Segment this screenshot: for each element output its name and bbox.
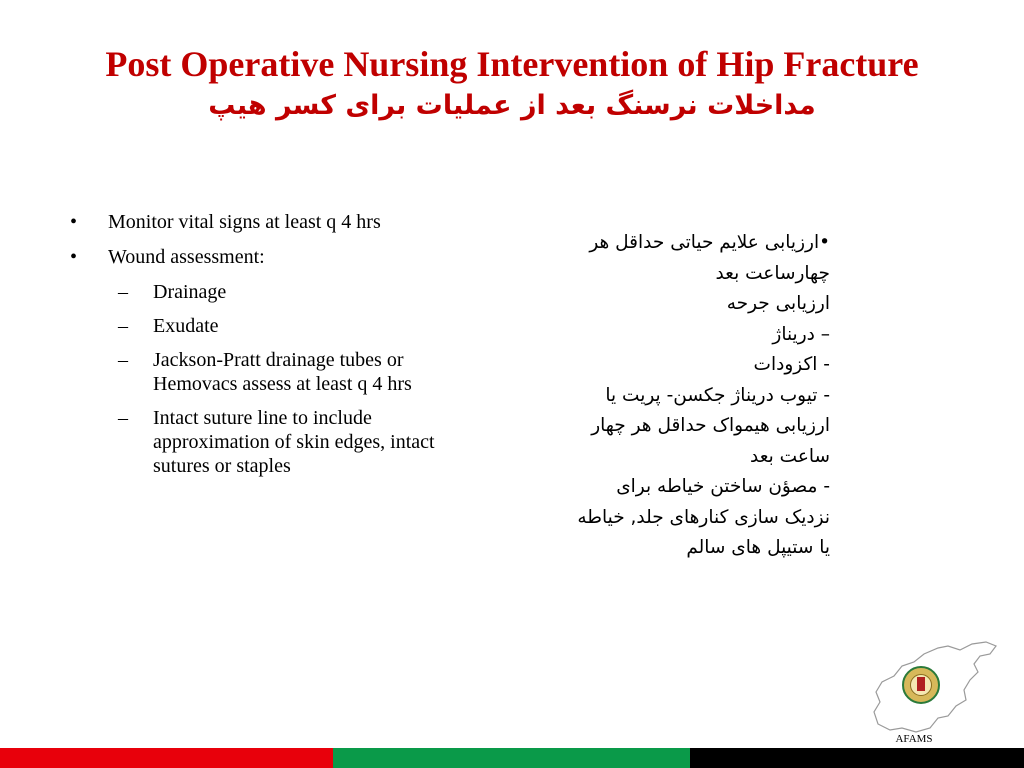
farsi-text-block <box>460 228 830 564</box>
bullet-mark: • <box>70 246 78 268</box>
afams-emblem-icon <box>902 666 940 704</box>
sub-list-item <box>66 280 436 304</box>
sub-list-item-text: Jackson-Pratt drainage tubes or Hemovacs assess at least q 4 hrs <box>153 349 412 395</box>
list-item <box>66 245 436 269</box>
bullet-mark: • <box>70 211 78 233</box>
sub-list-item-text: Exudate <box>153 315 219 337</box>
sub-list-item-text: Drainage <box>153 281 227 303</box>
dash-mark: – <box>118 349 128 371</box>
dash-mark: – <box>118 315 128 337</box>
list-item <box>66 210 436 234</box>
list-item-text: Wound assessment: <box>108 246 265 268</box>
dash-mark: – <box>118 407 128 429</box>
farsi-line: •ارزیابی علایم حیاتی حداقل هر <box>589 232 830 253</box>
slide-title-farsi: مداخلات نرسنگ بعد از عملیات برای کسر هیپ <box>208 90 816 121</box>
farsi-line: نزدیک سازی کنارهای جلد, خیاطه <box>577 506 830 528</box>
farsi-line: - مصؤن ساختن خیاطه برای <box>616 476 830 497</box>
farsi-line: ارزیابی جرحه <box>726 293 830 314</box>
farsi-line: ارزیابی هیمواک حداقل هر چهار <box>591 415 830 436</box>
flag-stripe-green <box>333 748 690 768</box>
farsi-line: - اکزودات <box>753 354 830 375</box>
list-item-text: Monitor vital signs at least q 4 hrs <box>108 211 381 233</box>
afams-label: AFAMS <box>895 733 933 745</box>
sub-list-item-text: Intact suture line to include approximation of skin edges, intact sutures or staples <box>153 407 435 477</box>
dash-mark: – <box>118 281 128 303</box>
slide-title-english: Post Operative Nursing Intervention of Hip Fracture <box>105 44 919 84</box>
farsi-line: - تیوب دریناژ جکسن- پریت یا <box>605 384 830 406</box>
flag-stripe-red <box>0 748 333 768</box>
english-bullet-list <box>66 210 436 488</box>
sub-list-item <box>66 348 436 396</box>
farsi-line: یا ستیپل های سالم <box>686 537 830 558</box>
farsi-line: ساعت بعد <box>749 445 830 467</box>
farsi-line: – دریناژ <box>772 323 830 345</box>
sub-list-item <box>66 406 436 478</box>
farsi-line: چهارساعت بعد <box>715 262 830 284</box>
flag-stripe-black <box>690 748 1024 768</box>
sub-list-item <box>66 314 436 338</box>
afghanistan-map-icon <box>868 640 1000 736</box>
